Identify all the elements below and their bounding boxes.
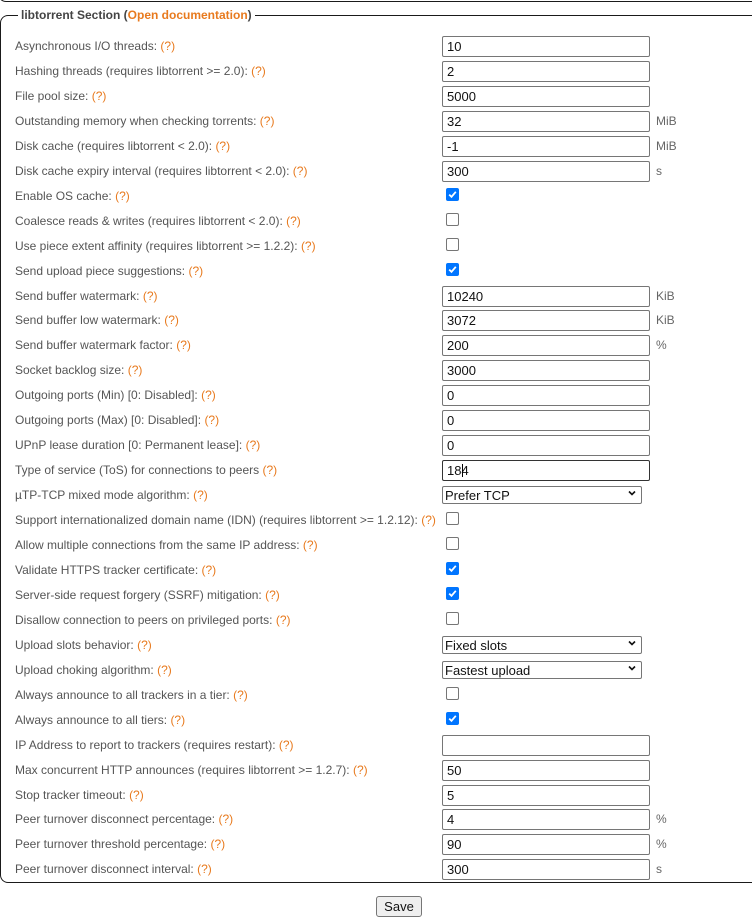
help-link[interactable]: (?) [188,264,204,278]
setting-label-text: Send buffer watermark: [15,289,140,303]
setting-checkbox[interactable] [446,213,459,226]
setting-label [15,159,307,184]
help-link[interactable]: (?) [160,39,176,53]
unit-label: % [656,812,667,826]
setting-row-enable-os-cache [15,184,735,209]
setting-label-text: Type of service (ToS) for connections to peers [15,463,260,477]
setting-checkbox[interactable] [446,687,459,700]
setting-row-outgoing-ports-max-0-disabled [15,408,735,433]
help-link[interactable]: (?) [204,413,220,427]
setting-row-peer-turnover-disconnect-percentage [15,807,735,832]
setting-input[interactable] [442,310,650,331]
setting-label-text: Enable OS cache: [15,189,112,203]
setting-input[interactable] [442,859,650,880]
setting-label [15,533,318,558]
help-link[interactable]: (?) [127,363,143,377]
unit-label: MiB [656,114,677,128]
setting-label-text: µTP-TCP mixed mode algorithm: [15,488,190,502]
setting-row-send-buffer-watermark [15,284,735,309]
setting-row-send-buffer-low-watermark [15,308,735,333]
setting-input[interactable] [442,834,650,855]
setting-label [15,408,219,433]
setting-row-stop-tracker-timeout [15,783,735,808]
setting-label [15,683,248,708]
help-link[interactable]: (?) [129,788,144,802]
setting-checkbox[interactable] [446,188,459,201]
help-link[interactable]: (?) [170,713,186,727]
setting-row-socket-backlog-size [15,358,735,383]
help-link[interactable]: (?) [259,114,275,128]
setting-control [442,36,650,57]
setting-row-disk-cache-requires-libtorrent-2-0 [15,134,735,159]
setting-input[interactable] [442,360,650,381]
setting-label [15,483,208,508]
help-link[interactable]: (?) [164,313,179,327]
setting-row-hashing-threads-requires-libtorrent-2-0 [15,59,735,84]
unit-label: % [656,837,667,851]
setting-row-max-concurrent-http-announces-requires-libtorren [15,758,735,783]
section-title-close: ) [247,8,252,22]
setting-row-use-piece-extent-affinity-requires-libtorrent-1- [15,234,735,259]
setting-label [15,59,266,84]
setting-input[interactable] [442,435,650,456]
setting-label [15,259,203,284]
help-link[interactable]: (?) [157,663,172,677]
setting-input[interactable] [442,335,650,356]
help-link[interactable]: (?) [352,763,368,777]
help-link[interactable]: (?) [215,139,231,153]
help-link[interactable]: (?) [245,438,261,452]
unit-label: KiB [656,313,675,327]
setting-label-text: Upload choking algorithm: [15,663,154,677]
setting-row-always-announce-to-all-trackers-in-a-tier [15,683,735,708]
setting-row-peer-turnover-threshold-percentage [15,832,735,857]
setting-label [15,658,172,683]
setting-label [15,807,233,832]
setting-label-text: Outgoing ports (Max) [0: Disabled]: [15,413,202,427]
help-link[interactable]: (?) [421,513,436,527]
setting-label [15,234,316,259]
help-link[interactable]: (?) [142,289,158,303]
setting-control [442,636,642,654]
setting-label-text: Send buffer low watermark: [15,313,161,327]
setting-row-outstanding-memory-when-checking-torrents [15,109,735,134]
help-link[interactable]: (?) [275,613,291,627]
setting-checkbox[interactable] [446,612,459,625]
help-link[interactable]: (?) [218,812,234,826]
setting-checkbox[interactable] [446,238,459,251]
help-link[interactable]: (?) [302,538,318,552]
setting-select-wrapper [442,486,642,504]
setting-label [15,758,368,783]
previous-section-border [0,0,752,2]
setting-input[interactable] [442,735,650,756]
help-link[interactable]: (?) [91,89,107,103]
setting-control [442,760,650,781]
setting-label [15,134,230,159]
setting-label-text: Disk cache (requires libtorrent < 2.0): [15,139,213,153]
unit-label: % [656,338,667,352]
setting-label [15,608,291,633]
setting-checkbox[interactable] [446,512,459,525]
setting-row-type-of-service-tos-for-connections-to-peers [15,458,735,483]
setting-input[interactable] [442,36,650,57]
setting-label [15,383,216,408]
setting-row-send-buffer-watermark-factor [15,333,735,358]
setting-row-validate-https-tracker-certificate [15,558,735,583]
setting-row-upload-choking-algorithm [15,658,735,683]
help-link[interactable]: (?) [193,488,208,502]
setting-label-text: UPnP lease duration [0: Permanent lease]: [15,438,243,452]
help-link[interactable]: (?) [278,738,294,752]
setting-control [442,310,650,331]
setting-select-wrapper [442,636,642,654]
setting-label-text: Send upload piece suggestions: [15,264,186,278]
setting-control [442,335,650,356]
help-link[interactable]: (?) [210,837,226,851]
setting-input[interactable] [442,286,650,307]
setting-label [15,308,179,333]
setting-control [442,86,650,107]
setting-label-text: Hashing threads (requires libtorrent >= 2.0): [15,64,248,78]
setting-label-text: Use piece extent affinity (requires libtorrent >= 1.2.2): [15,239,298,253]
setting-row-allow-multiple-connections-from-the-same-ip-addr [15,533,735,558]
setting-row-upnp-lease-duration-0-permanent-lease [15,433,735,458]
setting-label [15,783,144,808]
section-legend [18,8,255,23]
setting-control [442,735,650,756]
setting-label-text: Allow multiple connections from the same IP address: [15,538,300,552]
setting-control [442,809,650,830]
setting-control [442,360,650,381]
checkmark-icon [448,714,457,723]
setting-label [15,558,216,583]
section-title: libtorrent Section ( [21,8,128,22]
setting-control [442,834,650,855]
setting-row-support-internationalized-domain-name-idn-requir [15,508,735,533]
setting-control [442,410,650,431]
setting-row-tp-tcp-mixed-mode-algorithm [15,483,735,508]
help-link[interactable]: (?) [201,388,216,402]
setting-checkbox[interactable] [446,263,459,276]
setting-control [442,859,650,880]
setting-control [442,61,650,82]
setting-label [15,857,212,882]
setting-checkbox[interactable] [446,587,459,600]
setting-label-text: Socket backlog size: [15,363,125,377]
setting-input[interactable] [442,410,650,431]
setting-select[interactable] [442,636,642,654]
setting-select[interactable] [442,661,642,679]
setting-label-text: Peer turnover threshold percentage: [15,837,208,851]
setting-label [15,84,106,109]
setting-control [442,460,650,481]
help-link[interactable]: (?) [197,862,212,876]
help-link[interactable]: (?) [292,164,308,178]
setting-label [15,708,185,733]
setting-label-text: Disk cache expiry interval (requires libtorrent < 2.0): [15,164,290,178]
setting-label-text: Validate HTTPS tracker certificate: [15,563,199,577]
setting-label [15,583,280,608]
setting-label-text: Outgoing ports (Min) [0: Disabled]: [15,388,198,402]
setting-control [442,486,642,504]
setting-label [15,209,301,234]
setting-input[interactable] [442,161,650,182]
help-link[interactable]: (?) [251,64,266,78]
setting-input[interactable] [442,809,650,830]
setting-label [15,633,152,658]
save-button[interactable]: Save [376,896,422,917]
setting-label [15,433,260,458]
setting-input[interactable] [442,785,650,806]
setting-label-text: Asynchronous I/O threads: [15,39,158,53]
open-documentation-link[interactable]: Open documentation [127,8,248,22]
help-link[interactable]: (?) [300,239,316,253]
setting-checkbox[interactable] [446,712,459,725]
checkmark-icon [448,564,457,573]
setting-row-send-upload-piece-suggestions [15,259,735,284]
setting-row-server-side-request-forgery-ssrf-mitigation [15,583,735,608]
setting-input[interactable] [442,111,650,132]
setting-label-text: Upload slots behavior: [15,638,134,652]
unit-label: MiB [656,139,677,153]
setting-label-text: Always announce to all trackers in a tier: [15,688,230,702]
setting-row-coalesce-reads-writes-requires-libtorrent-2-0 [15,209,735,234]
setting-checkbox[interactable] [446,562,459,575]
setting-label-text: Max concurrent HTTP announces (requires libtorrent >= 1.2.7): [15,763,350,777]
setting-row-peer-turnover-disconnect-interval [15,857,735,882]
setting-select-wrapper [442,661,642,679]
setting-label [15,284,158,309]
setting-label [15,184,130,209]
setting-label-text: Support internationalized domain name (IDN) (requires libtorrent >= 1.2.12): [15,513,418,527]
setting-label [15,508,436,533]
unit-label: s [656,862,662,876]
setting-label-text: Always announce to all tiers: [15,713,168,727]
setting-control [442,286,650,307]
help-link[interactable]: (?) [233,688,248,702]
setting-row-ip-address-to-report-to-trackers-requires-restar [15,733,735,758]
setting-label-text: Outstanding memory when checking torrents: [15,114,257,128]
setting-input[interactable] [442,460,650,481]
setting-label [15,109,274,134]
setting-label [15,458,277,483]
setting-row-asynchronous-i-o-threads [15,34,735,59]
setting-label [15,358,142,383]
text-cursor [462,464,463,477]
help-link[interactable]: (?) [115,189,130,203]
setting-label [15,333,191,358]
setting-label-text: Disallow connection to peers on privileged ports: [15,613,273,627]
setting-input[interactable] [442,86,650,107]
setting-row-outgoing-ports-min-0-disabled [15,383,735,408]
setting-label [15,832,225,857]
checkmark-icon [448,265,457,274]
setting-label-text: Send buffer watermark factor: [15,338,173,352]
setting-row-always-announce-to-all-tiers [15,708,735,733]
help-link[interactable]: (?) [265,588,280,602]
checkmark-icon [448,589,457,598]
setting-input[interactable] [442,61,650,82]
setting-label-text: Peer turnover disconnect percentage: [15,812,216,826]
help-link[interactable]: (?) [137,638,152,652]
checkmark-icon [448,190,457,199]
setting-row-file-pool-size [15,84,735,109]
setting-label-text: File pool size: [15,89,89,103]
setting-control [442,385,650,406]
setting-control [442,136,650,157]
setting-control [442,661,642,679]
setting-label-text: Peer turnover disconnect interval: [15,862,194,876]
setting-row-disallow-connection-to-peers-on-privileged-ports [15,608,735,633]
setting-select[interactable] [442,486,642,504]
unit-label: KiB [656,289,675,303]
help-link[interactable]: (?) [286,214,301,228]
help-link[interactable]: (?) [262,463,278,477]
unit-label: s [656,164,662,178]
setting-control [442,435,650,456]
help-link[interactable]: (?) [201,563,217,577]
setting-input[interactable] [442,760,650,781]
setting-label-text: Server-side request forgery (SSRF) mitigation: [15,588,262,602]
setting-control [442,111,650,132]
setting-control [442,161,650,182]
help-link[interactable]: (?) [176,338,191,352]
setting-label-text: Coalesce reads & writes (requires libtorrent < 2.0): [15,214,283,228]
setting-checkbox[interactable] [446,537,459,550]
setting-row-disk-cache-expiry-interval-requires-libtorrent-2 [15,159,735,184]
setting-label-text: Stop tracker timeout: [15,788,126,802]
setting-control [442,785,650,806]
setting-label [15,733,294,758]
setting-input[interactable] [442,136,650,157]
setting-label [15,34,175,59]
setting-row-upload-slots-behavior [15,633,735,658]
setting-input[interactable] [442,385,650,406]
setting-label-text: IP Address to report to trackers (requires restart): [15,738,276,752]
